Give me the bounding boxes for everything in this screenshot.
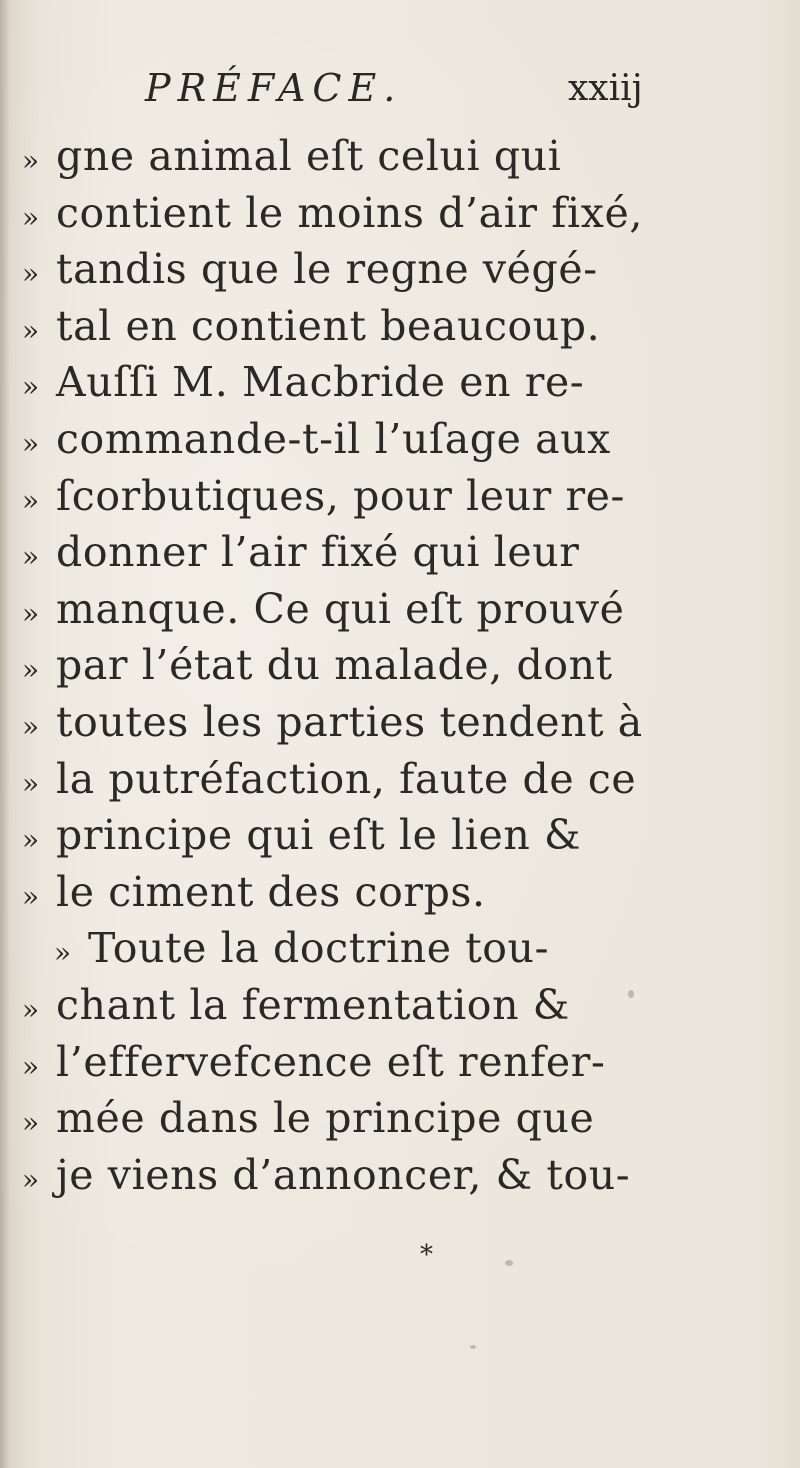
line-text: gne animal eſt celui qui [56,132,562,180]
text-line [22,864,792,921]
line-text: Toute la doctrine tou- [88,924,550,973]
text-line [22,694,792,751]
quote-mark: » [22,823,40,857]
quote-mark: » [22,540,40,574]
line-text: je viens d’annoncer, & tou- [56,1150,631,1199]
line-text: principe qui eſt le lien & [56,811,582,860]
quote-mark: » [22,596,40,630]
line-text: toutes les parties tendent à [56,697,643,746]
text-line [22,637,792,694]
text-line [22,468,792,525]
quote-mark: » [22,426,40,460]
quote-mark: » [22,1049,40,1083]
line-text: par l’état du malade, dont [56,641,613,690]
text-line [22,807,792,864]
quote-mark: » [22,483,40,517]
text-line [22,1147,792,1204]
text-line [22,128,792,185]
text-line [22,581,792,638]
text-line [22,298,792,355]
quote-mark: » [22,879,40,913]
line-text: donner l’air fixé qui leur [56,528,580,577]
quote-mark: » [22,370,40,404]
quote-mark: » [22,766,40,800]
quote-mark: » [22,144,40,177]
text-line-paragraph-start [22,920,792,977]
ink-spot [505,1260,513,1266]
quote-mark: » [54,936,72,970]
line-text: tandis que le regne végé- [56,245,598,294]
line-text: commande-t-il l’uſage aux [56,414,611,463]
ink-spot [470,1345,476,1349]
line-text: contient le moins d’air fixé, [56,188,643,237]
page-number: xxiij [568,68,643,109]
line-text: tal en contient beaucoup. [56,301,601,350]
text-line [22,1090,792,1147]
text-line [22,977,792,1034]
line-text: la putréfaction, faute de ce [56,754,637,803]
quote-mark: » [22,313,40,347]
line-text: chant la fermentation & [56,980,570,1029]
line-text: l’effervefcence eſt renfer- [56,1037,606,1086]
text-line [22,185,792,242]
text-line [22,241,792,298]
text-line [22,524,792,581]
page-header [0,60,800,120]
line-text: manque. Ce qui eſt prouvé [56,584,625,633]
ink-spot [628,990,634,998]
quote-mark: » [22,200,40,234]
quote-mark: » [22,1162,40,1196]
body-text [22,128,792,1203]
quote-mark: » [22,709,40,743]
line-text: ſcorbutiques, pour leur re- [56,471,625,520]
line-text: mée dans le principe que [56,1094,595,1143]
text-line [22,411,792,468]
catchword-mark: * [420,1240,433,1270]
quote-mark: » [22,1106,40,1140]
quote-mark: » [22,653,40,687]
text-line [22,354,792,411]
line-text: Auſſi M. Macbride en re- [56,358,585,407]
page-gutter-shadow [0,0,10,1468]
quote-mark: » [22,257,40,291]
text-line [22,1034,792,1091]
line-text: le ciment des corps. [56,867,486,916]
text-line [22,751,792,808]
running-head: PRÉFACE. [145,66,403,110]
quote-mark: » [22,992,40,1026]
